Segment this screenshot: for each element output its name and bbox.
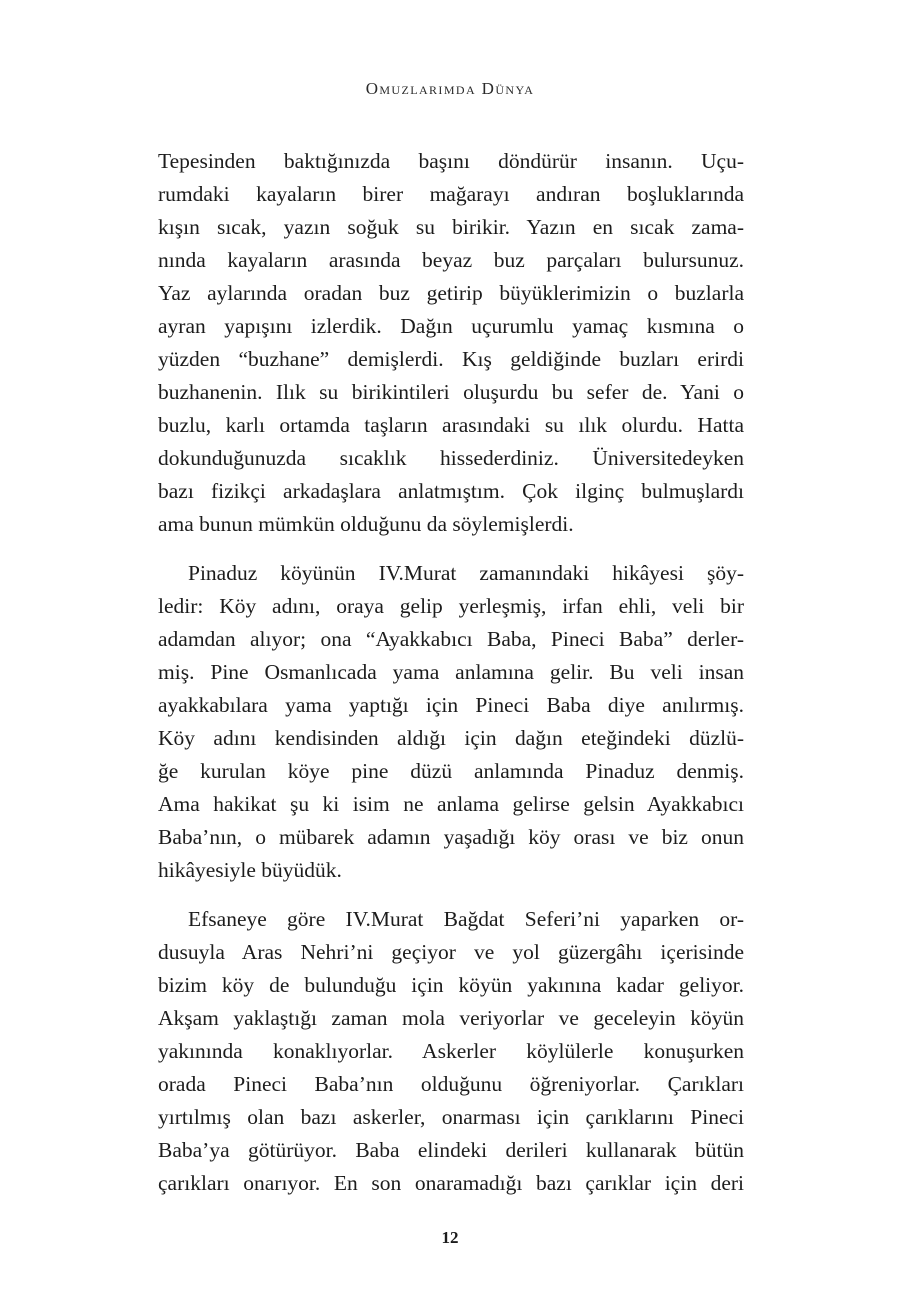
text-line: nında kayaların arasında beyaz buz parçaları bulursunuz. bbox=[158, 248, 744, 272]
text-line: çarıkları onarıyor. En son onaramadığı bazı çarıklar için deri bbox=[158, 1171, 744, 1195]
text-line: rumdaki kayaların birer mağarayı andıran boşluklarında bbox=[158, 182, 744, 206]
text-line: buzhanenin. Ilık su birikintileri oluşurdu bu sefer de. Yani o bbox=[158, 380, 744, 404]
text-line: Baba’nın, o mübarek adamın yaşadığı köy orası ve biz onun bbox=[158, 825, 744, 849]
text-line: dokunduğunuzda sıcaklık hissederdiniz. Üniversitedeyken bbox=[158, 446, 744, 470]
text-line: ama bunun mümkün olduğunu da söylemişlerdi. bbox=[158, 512, 574, 536]
text-line: hikâyesiyle büyüdük. bbox=[158, 858, 342, 882]
text-line: ayran yapışını izlerdik. Dağın uçurumlu yamaç kısmına o bbox=[158, 314, 744, 338]
text-line: orada Pineci Baba’nın olduğunu öğreniyorlar. Çarıkları bbox=[158, 1072, 744, 1096]
running-header: Omuzlarımda Dünya bbox=[365, 79, 535, 98]
text-line: Akşam yaklaştığı zaman mola veriyorlar ve geceleyin köyün bbox=[158, 1006, 744, 1030]
text-line: ğe kurulan köye pine düzü anlamında Pinaduz denmiş. bbox=[158, 759, 744, 783]
text-line: Baba’ya götürüyor. Baba elindeki derileri kullanarak bütün bbox=[158, 1138, 744, 1162]
text-line: Yaz aylarında oradan buz getirip büyüklerimizin o buzlarla bbox=[158, 281, 744, 305]
text-line: miş. Pine Osmanlıcada yama anlamına gelir. Bu veli insan bbox=[158, 660, 744, 684]
text-line: yakınında konaklıyorlar. Askerler köylülerle konuşurken bbox=[158, 1039, 744, 1063]
text-line: Köy adını kendisinden aldığı için dağın eteğindeki düzlü- bbox=[158, 726, 744, 750]
text-line: kışın sıcak, yazın soğuk su birikir. Yazın en sıcak zama- bbox=[158, 215, 744, 239]
text-line: ledir: Köy adını, oraya gelip yerleşmiş, irfan ehli, veli bir bbox=[158, 594, 744, 618]
text-line: buzlu, karlı ortamda taşların arasındaki su ılık olurdu. Hatta bbox=[158, 413, 744, 437]
paragraph-1 bbox=[158, 145, 744, 541]
body-text bbox=[158, 145, 744, 1216]
paragraph-2 bbox=[158, 557, 744, 887]
paragraph-3 bbox=[158, 903, 744, 1200]
text-line: adamdan alıyor; ona “Ayakkabıcı Baba, Pineci Baba” derler- bbox=[158, 627, 744, 651]
text-line: dusuyla Aras Nehri’ni geçiyor ve yol güzergâhı içerisinde bbox=[158, 940, 744, 964]
page-number: 12 bbox=[441, 1228, 459, 1247]
text-line: Efsaneye göre IV.Murat Bağdat Seferi’ni yaparken or- bbox=[188, 907, 744, 931]
text-line: bizim köy de bulunduğu için köyün yakınına kadar geliyor. bbox=[158, 973, 744, 997]
text-line: bazı fizikçi arkadaşlara anlatmıştım. Çok ilginç bulmuşlardı bbox=[158, 479, 744, 503]
text-line: Ama hakikat şu ki isim ne anlama gelirse gelsin Ayakkabıcı bbox=[158, 792, 744, 816]
text-line: yırtılmış olan bazı askerler, onarması için çarıklarını Pineci bbox=[158, 1105, 744, 1129]
text-line: ayakkabılara yama yaptığı için Pineci Baba diye anılırmış. bbox=[158, 693, 744, 717]
text-line: yüzden “buzhane” demişlerdi. Kış geldiğinde buzları erirdi bbox=[158, 347, 744, 371]
text-line: Pinaduz köyünün IV.Murat zamanındaki hikâyesi şöy- bbox=[188, 561, 744, 585]
text-line: Tepesinden baktığınızda başını döndürür insanın. Uçu- bbox=[158, 149, 744, 173]
